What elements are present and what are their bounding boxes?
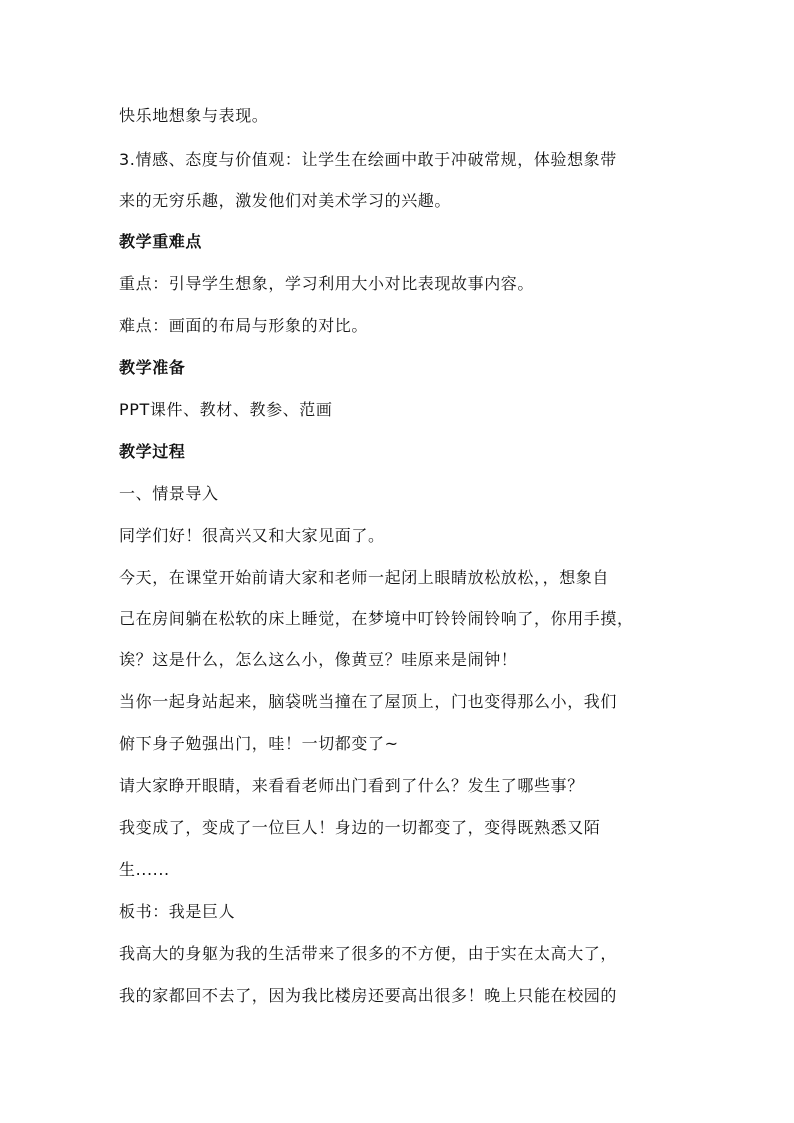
paragraph-line: 同学们好！很高兴又和大家见面了。: [119, 526, 385, 545]
paragraph-line: 当你一起身站起来，脑袋咣当撞在了屋顶上，门也变得那么小，我们: [119, 692, 618, 711]
paragraph-line: 3.情感、态度与价值观：让学生在绘画中敢于冲破常规，体验想象带: [119, 150, 617, 169]
paragraph-line: 我高大的身躯为我的生活带来了很多的不方便，由于实在太高大了，: [119, 944, 618, 963]
section-heading: 教学重难点: [119, 232, 203, 251]
paragraph-line: 重点：引导学生想象，学习利用大小对比表现故事内容。: [119, 274, 535, 293]
paragraph-line: 己在房间躺在松软的床上睡觉，在梦境中叮铃铃闹铃响了，你用手摸，: [119, 609, 634, 628]
paragraph-line: 诶？这是什么，怎么这么小，像黄豆？哇原来是闹钟！: [119, 650, 518, 669]
paragraph-line: 请大家睁开眼睛，来看看老师出门看到了什么？发生了哪些事？: [119, 776, 584, 795]
paragraph-line: 快乐地想象与表现。: [119, 106, 269, 125]
paragraph-line: 板书：我是巨人: [119, 902, 236, 921]
paragraph-line: 我的家都回不去了，因为我比楼房还要高出很多！晚上只能在校园的: [119, 986, 618, 1005]
paragraph-line: 我变成了，变成了一位巨人！身边的一切都变了，变得既熟悉又陌: [119, 818, 601, 837]
paragraph-line: 生......: [119, 860, 170, 879]
paragraph-line: 来的无穷乐趣，激发他们对美术学习的兴趣。: [119, 191, 452, 210]
paragraph-line: 俯下身子勉强出门，哇！一切都变了~: [119, 734, 399, 753]
paragraph-line: PPT课件、教材、教参、范画: [119, 400, 333, 419]
section-heading: 教学过程: [119, 442, 186, 461]
paragraph-line: 今天，在课堂开始前请大家和老师一起闭上眼睛放松放松，，想象自: [119, 568, 610, 587]
subheading-line: 一、情景导入: [119, 484, 219, 503]
section-heading: 教学准备: [119, 358, 186, 377]
paragraph-line: 难点：画面的布局与形象的对比。: [119, 316, 369, 335]
